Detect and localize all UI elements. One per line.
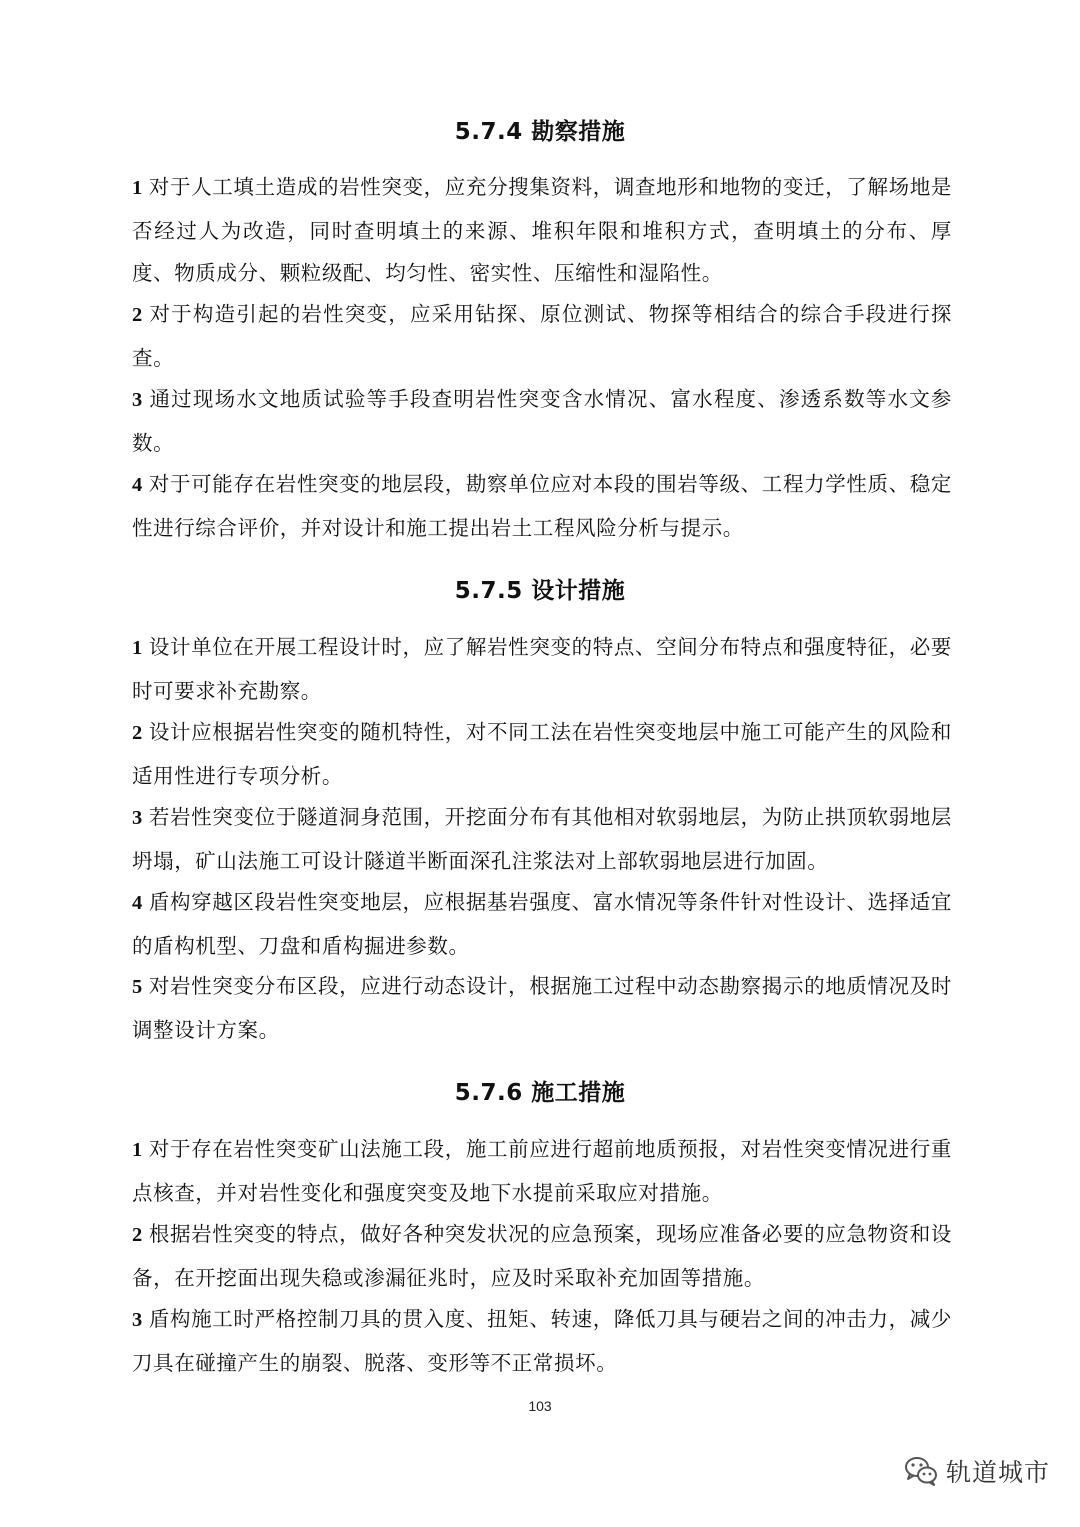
paragraph-5-7-6-3 [132,1298,952,1384]
item-text: 盾构穿越区段岩性突变地层，应根据基岩强度、富水情况等条件针对性设计、选择适宜的盾构机型、刀盘和盾构掘进参数。 [132,890,952,958]
paragraph-5-7-5-1 [132,626,952,712]
item-number: 5 [132,976,143,998]
paragraph-5-7-5-5 [132,965,952,1051]
item-number: 2 [132,722,143,744]
section-title-5-7-6: 5.7.6 施工措施 [454,1080,626,1106]
paragraph-5-7-4-3 [132,378,952,464]
paragraph-5-7-5-2 [132,711,952,797]
item-text: 对于人工填土造成的岩性突变，应充分搜集资料，调查地形和地物的变迁，了解场地是否经过人为改造，同时查明填土的来源、堆积年限和堆积方式，查明填土的分布、厚度、物质成分、颗粒级配、均匀性、密实性、压缩性和湿陷性。 [132,175,952,285]
wechat-watermark [904,1453,1050,1489]
item-text: 设计应根据岩性突变的随机特性，对不同工法在岩性突变地层中施工可能产生的风险和适用性进行专项分析。 [132,720,952,788]
item-text: 若岩性突变位于隧道洞身范围，开挖面分布有其他相对软弱地层，为防止拱顶软弱地层坍塌，矿山法施工可设计隧道半断面深孔注浆法对上部软弱地层进行加固。 [132,805,952,873]
section-title-5-7-4: 5.7.4 勘察措施 [454,119,626,145]
item-number: 1 [132,637,143,659]
item-number: 3 [132,807,143,829]
page-number: 103 [528,1398,552,1414]
item-number: 1 [132,177,143,199]
item-number: 2 [132,304,143,326]
item-number: 4 [132,892,143,914]
paragraph-5-7-6-1 [132,1128,952,1214]
item-text: 根据岩性突变的特点，做好各种突发状况的应急预案，现场应准备必要的应急物资和设备，在开挖面出现失稳或渗漏征兆时，应及时采取补充加固等措施。 [132,1222,952,1290]
watermark-text: 轨道城市 [945,1458,1050,1487]
paragraph-5-7-6-2 [132,1213,952,1299]
item-text: 通过现场水文地质试验等手段查明岩性突变含水情况、富水程度、渗透系数等水文参数。 [132,387,952,455]
paragraph-5-7-4-4 [132,463,952,549]
item-number: 3 [132,389,143,411]
item-text: 对于可能存在岩性突变的地层段，勘察单位应对本段的围岩等级、工程力学性质、稳定性进行综合评价，并对设计和施工提出岩土工程风险分析与提示。 [132,472,952,540]
paragraph-5-7-5-4 [132,881,952,967]
wechat-icon [904,1456,938,1486]
item-number: 3 [132,1309,143,1331]
item-number: 1 [132,1139,143,1161]
item-text: 设计单位在开展工程设计时，应了解岩性突变的特点、空间分布特点和强度特征，必要时可要求补充勘察。 [132,635,952,703]
item-text: 对岩性突变分布区段，应进行动态设计，根据施工过程中动态勘察揭示的地质情况及时调整设计方案。 [132,974,952,1042]
item-text: 盾构施工时严格控制刀具的贯入度、扭矩、转速，降低刀具与硬岩之间的冲击力，减少刀具在碰撞产生的崩裂、脱落、变形等不正常损坏。 [132,1307,952,1375]
item-text: 对于构造引起的岩性突变，应采用钻探、原位测试、物探等相结合的综合手段进行探查。 [132,302,952,370]
item-number: 2 [132,1224,143,1246]
paragraph-5-7-4-1 [132,166,952,295]
paragraph-5-7-5-3 [132,796,952,882]
item-text: 对于存在岩性突变矿山法施工段，施工前应进行超前地质预报，对岩性突变情况进行重点核查，并对岩性变化和强度突变及地下水提前采取应对措施。 [132,1137,952,1205]
paragraph-5-7-4-2 [132,293,952,379]
item-number: 4 [132,474,143,496]
section-title-5-7-5: 5.7.5 设计措施 [454,578,626,604]
